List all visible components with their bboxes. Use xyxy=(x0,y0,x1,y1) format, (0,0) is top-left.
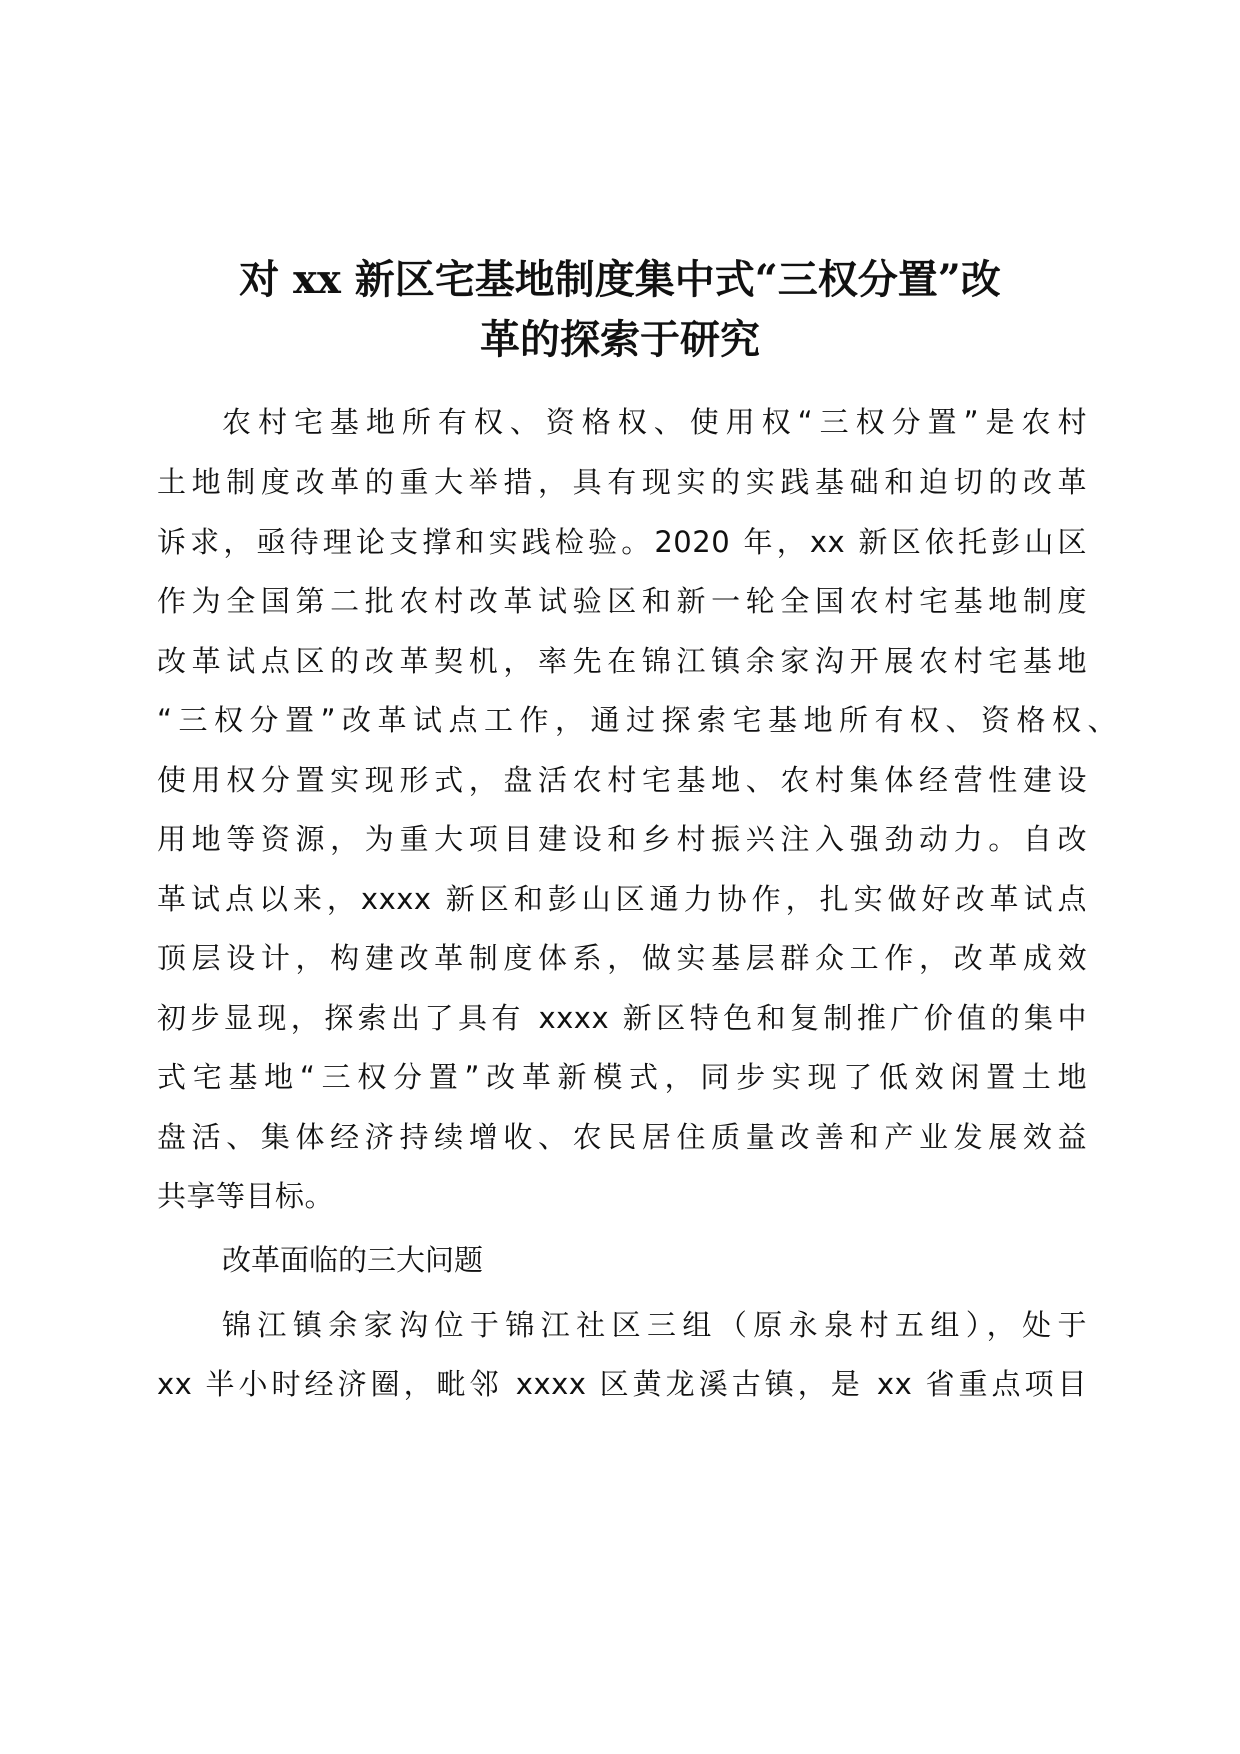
paragraph-line: 顶层设计，构建改革制度体系，做实基层群众工作，改革成效 xyxy=(157,941,1087,975)
paragraph-line: 革试点以来，xxxx 新区和彭山区通力协作，扎实做好改革试点 xyxy=(157,882,1087,916)
paragraph-line: 农村宅基地所有权、资格权、使用权“三权分置”是农村 xyxy=(222,405,1087,439)
paragraph-line: 锦江镇余家沟位于锦江社区三组（原永泉村五组），处于 xyxy=(222,1308,1087,1342)
paragraph-line: 共享等目标。 xyxy=(157,1179,335,1213)
paragraph-line: 使用权分置实现形式，盘活农村宅基地、农村集体经营性建设 xyxy=(157,763,1087,797)
section-heading: 改革面临的三大问题 xyxy=(222,1243,484,1277)
paragraph-line: 盘活、集体经济持续增收、农民居住质量改善和产业发展效益 xyxy=(157,1120,1087,1154)
paragraph-line: 土地制度改革的重大举措，具有现实的实践基础和迫切的改革 xyxy=(157,465,1087,499)
paragraph-line: 式宅基地“三权分置”改革新模式，同步实现了低效闲置土地 xyxy=(157,1060,1087,1094)
document-title-line-1: 对 xx 新区宅基地制度集中式“三权分置”改 xyxy=(239,256,1001,303)
paragraph-line: 初步显现，探索出了具有 xxxx 新区特色和复制推广价值的集中 xyxy=(157,1001,1087,1035)
paragraph-line: 改革试点区的改革契机，率先在锦江镇余家沟开展农村宅基地 xyxy=(157,644,1087,678)
paragraph-line: 用地等资源，为重大项目建设和乡村振兴注入强劲动力。自改 xyxy=(157,822,1087,856)
paragraph-line: xx 半小时经济圈，毗邻 xxxx 区黄龙溪古镇，是 xx 省重点项目 xyxy=(157,1367,1087,1401)
paragraph-line: 作为全国第二批农村改革试验区和新一轮全国农村宅基地制度 xyxy=(157,584,1087,618)
paragraph-line: “三权分置”改革试点工作，通过探索宅基地所有权、资格权、 xyxy=(157,703,1117,737)
paragraph-line: 诉求，亟待理论支撑和实践检验。2020 年，xx 新区依托彭山区 xyxy=(157,525,1087,559)
document-title-line-2: 革的探索于研究 xyxy=(480,316,760,363)
